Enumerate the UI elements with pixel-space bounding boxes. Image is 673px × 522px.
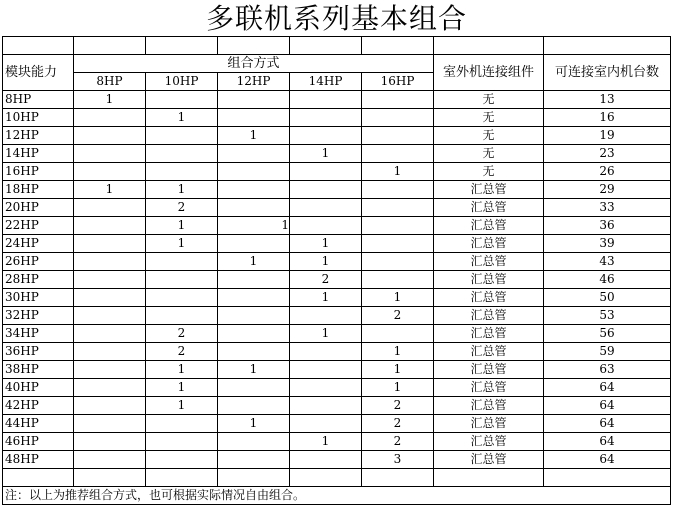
header-sub-10hp[interactable]: 10HP: [146, 73, 218, 91]
cell-qty-8hp[interactable]: [74, 343, 146, 361]
cell-module-capacity[interactable]: 28HP: [3, 271, 74, 289]
cell-qty-14hp[interactable]: 1: [290, 289, 362, 307]
cell-qty-16hp[interactable]: 1: [362, 379, 434, 397]
cell-qty-16hp[interactable]: [362, 325, 434, 343]
cell-qty-8hp[interactable]: [74, 145, 146, 163]
cell-qty-16hp[interactable]: 2: [362, 415, 434, 433]
cell[interactable]: [3, 469, 74, 487]
cell[interactable]: [146, 37, 218, 55]
cell-qty-14hp[interactable]: 1: [290, 253, 362, 271]
cell-qty-16hp[interactable]: 1: [362, 163, 434, 181]
cell-outdoor-connector[interactable]: 汇总管: [434, 217, 544, 235]
cell-qty-8hp[interactable]: [74, 289, 146, 307]
cell-qty-14hp[interactable]: 1: [290, 145, 362, 163]
cell-max-indoor[interactable]: 59: [544, 343, 671, 361]
cell-outdoor-connector[interactable]: 汇总管: [434, 361, 544, 379]
cell[interactable]: [74, 469, 146, 487]
cell-qty-12hp[interactable]: [218, 163, 290, 181]
header-combination-method[interactable]: 组合方式: [74, 55, 434, 73]
cell-qty-12hp[interactable]: [218, 343, 290, 361]
cell-qty-8hp[interactable]: [74, 307, 146, 325]
table-row: [3, 451, 671, 469]
cell-qty-12hp[interactable]: [218, 307, 290, 325]
cell[interactable]: [362, 37, 434, 55]
cell[interactable]: [434, 37, 544, 55]
cell-outdoor-connector[interactable]: 汇总管: [434, 397, 544, 415]
cell-qty-14hp[interactable]: 2: [290, 271, 362, 289]
cell-max-indoor[interactable]: 50: [544, 289, 671, 307]
blank-top-row: [3, 37, 671, 55]
cell-qty-8hp[interactable]: [74, 451, 146, 469]
cell-outdoor-connector[interactable]: 无: [434, 127, 544, 145]
cell-qty-10hp[interactable]: 1: [146, 397, 218, 415]
cell-max-indoor[interactable]: 64: [544, 397, 671, 415]
cell-outdoor-connector[interactable]: 汇总管: [434, 307, 544, 325]
cell-qty-8hp[interactable]: 1: [74, 91, 146, 109]
cell[interactable]: [3, 37, 74, 55]
cell-outdoor-connector[interactable]: 汇总管: [434, 343, 544, 361]
cell-qty-10hp[interactable]: 2: [146, 343, 218, 361]
cell-qty-14hp[interactable]: [290, 343, 362, 361]
table-row: [3, 199, 671, 217]
table-row: [3, 109, 671, 127]
cell-max-indoor[interactable]: 43: [544, 253, 671, 271]
cell-qty-12hp[interactable]: [218, 109, 290, 127]
cell-qty-12hp[interactable]: [218, 379, 290, 397]
cell-outdoor-connector[interactable]: 汇总管: [434, 289, 544, 307]
cell-qty-10hp[interactable]: 1: [146, 181, 218, 199]
cell-qty-12hp[interactable]: [218, 289, 290, 307]
cell-outdoor-connector[interactable]: 无: [434, 109, 544, 127]
cell-qty-14hp[interactable]: [290, 163, 362, 181]
note-text[interactable]: 注：以上为推荐组合方式，也可根据实际情况自由组合。: [3, 487, 671, 505]
cell-qty-16hp[interactable]: 2: [362, 397, 434, 415]
cell-qty-14hp[interactable]: [290, 181, 362, 199]
cell-qty-10hp[interactable]: 1: [146, 361, 218, 379]
cell-qty-12hp[interactable]: [218, 145, 290, 163]
cell-qty-14hp[interactable]: [290, 199, 362, 217]
header-max-indoor[interactable]: 可连接室内机台数: [544, 55, 671, 91]
cell-qty-14hp[interactable]: [290, 91, 362, 109]
table-row: [3, 361, 671, 379]
cell-qty-12hp[interactable]: [218, 199, 290, 217]
cell-qty-10hp[interactable]: 2: [146, 199, 218, 217]
cell-qty-16hp[interactable]: 2: [362, 433, 434, 451]
cell-qty-8hp[interactable]: [74, 415, 146, 433]
cell-qty-16hp[interactable]: 1: [362, 343, 434, 361]
cell-qty-8hp[interactable]: [74, 235, 146, 253]
cell-module-capacity[interactable]: 10HP: [3, 109, 74, 127]
cell-outdoor-connector[interactable]: 汇总管: [434, 253, 544, 271]
sheet-title: 多联机系列基本组合: [205, 2, 467, 35]
cell-max-indoor[interactable]: 56: [544, 325, 671, 343]
cell-qty-10hp[interactable]: [146, 289, 218, 307]
cell[interactable]: [290, 37, 362, 55]
cell-qty-16hp[interactable]: 2: [362, 307, 434, 325]
cell-max-indoor[interactable]: 64: [544, 451, 671, 469]
cell-qty-8hp[interactable]: [74, 271, 146, 289]
table-row: [3, 289, 671, 307]
cell-qty-12hp[interactable]: [218, 433, 290, 451]
blank-row: [3, 469, 671, 487]
cell-qty-12hp[interactable]: [218, 451, 290, 469]
cell-qty-12hp[interactable]: 1: [218, 127, 290, 145]
table-row: [3, 433, 671, 451]
header-row-main: [3, 55, 671, 73]
cell-qty-10hp[interactable]: [146, 91, 218, 109]
cell[interactable]: [544, 37, 671, 55]
cell-module-capacity[interactable]: 48HP: [3, 451, 74, 469]
cell-qty-16hp[interactable]: [362, 109, 434, 127]
cell-qty-16hp[interactable]: [362, 235, 434, 253]
cell-qty-14hp[interactable]: 1: [290, 433, 362, 451]
cell-module-capacity[interactable]: 20HP: [3, 199, 74, 217]
cell-qty-14hp[interactable]: [290, 451, 362, 469]
cell-max-indoor[interactable]: 53: [544, 307, 671, 325]
cell-qty-16hp[interactable]: [362, 253, 434, 271]
table-row: [3, 91, 671, 109]
cell-max-indoor[interactable]: 36: [544, 217, 671, 235]
cell-module-capacity[interactable]: 12HP: [3, 127, 74, 145]
cell-module-capacity[interactable]: 22HP: [3, 217, 74, 235]
cell[interactable]: [434, 469, 544, 487]
header-sub-12hp[interactable]: 12HP: [218, 73, 290, 91]
cell-outdoor-connector[interactable]: 汇总管: [434, 415, 544, 433]
cell-qty-10hp[interactable]: [146, 163, 218, 181]
table-row: [3, 379, 671, 397]
header-sub-16hp[interactable]: 16HP: [362, 73, 434, 91]
cell-qty-16hp[interactable]: [362, 145, 434, 163]
header-sub-8hp[interactable]: 8HP: [74, 73, 146, 91]
cell-qty-10hp[interactable]: [146, 271, 218, 289]
cell-outdoor-connector[interactable]: 无: [434, 163, 544, 181]
cell-max-indoor[interactable]: 46: [544, 271, 671, 289]
cell-module-capacity[interactable]: 42HP: [3, 397, 74, 415]
cell-qty-12hp[interactable]: 1: [218, 217, 290, 235]
cell-qty-10hp[interactable]: [146, 253, 218, 271]
cell-outdoor-connector[interactable]: 无: [434, 91, 544, 109]
note-row: [3, 487, 671, 505]
cell-qty-16hp[interactable]: [362, 217, 434, 235]
cell-module-capacity[interactable]: 44HP: [3, 415, 74, 433]
cell-qty-12hp[interactable]: [218, 235, 290, 253]
cell-module-capacity[interactable]: 16HP: [3, 163, 74, 181]
cell-qty-14hp[interactable]: [290, 127, 362, 145]
cell[interactable]: [74, 37, 146, 55]
cell-qty-14hp[interactable]: [290, 397, 362, 415]
table-row: [3, 271, 671, 289]
cell-qty-10hp[interactable]: [146, 145, 218, 163]
cell-qty-8hp[interactable]: [74, 397, 146, 415]
cell-qty-16hp[interactable]: [362, 271, 434, 289]
cell[interactable]: [362, 469, 434, 487]
cell[interactable]: [146, 469, 218, 487]
cell-qty-12hp[interactable]: [218, 397, 290, 415]
combination-table: [2, 36, 671, 505]
header-sub-14hp[interactable]: 14HP: [290, 73, 362, 91]
cell-qty-16hp[interactable]: 1: [362, 289, 434, 307]
table-row: [3, 325, 671, 343]
cell-max-indoor[interactable]: 64: [544, 433, 671, 451]
cell-qty-14hp[interactable]: 1: [290, 235, 362, 253]
cell[interactable]: [290, 469, 362, 487]
header-module-capacity[interactable]: 模块能力: [3, 55, 74, 91]
table-row: [3, 307, 671, 325]
cell-outdoor-connector[interactable]: 汇总管: [434, 433, 544, 451]
cell-qty-8hp[interactable]: [74, 163, 146, 181]
cell-max-indoor[interactable]: 13: [544, 91, 671, 109]
cell-outdoor-connector[interactable]: 无: [434, 145, 544, 163]
table-row: [3, 145, 671, 163]
cell-qty-8hp[interactable]: 1: [74, 181, 146, 199]
cell-module-capacity[interactable]: 14HP: [3, 145, 74, 163]
cell-qty-16hp[interactable]: [362, 127, 434, 145]
cell-qty-16hp[interactable]: [362, 181, 434, 199]
cell-module-capacity[interactable]: 32HP: [3, 307, 74, 325]
cell[interactable]: [218, 469, 290, 487]
cell-max-indoor[interactable]: 19: [544, 127, 671, 145]
cell-qty-14hp[interactable]: [290, 379, 362, 397]
cell-qty-10hp[interactable]: [146, 127, 218, 145]
table-row: [3, 181, 671, 199]
cell-qty-12hp[interactable]: [218, 91, 290, 109]
cell-outdoor-connector[interactable]: 汇总管: [434, 379, 544, 397]
cell-module-capacity[interactable]: 38HP: [3, 361, 74, 379]
cell-qty-10hp[interactable]: 1: [146, 217, 218, 235]
cell-qty-12hp[interactable]: 1: [218, 415, 290, 433]
cell-outdoor-connector[interactable]: 汇总管: [434, 235, 544, 253]
cell-qty-8hp[interactable]: [74, 217, 146, 235]
cell-qty-10hp[interactable]: 1: [146, 379, 218, 397]
cell-max-indoor[interactable]: 33: [544, 199, 671, 217]
cell-qty-14hp[interactable]: [290, 109, 362, 127]
table-row: [3, 127, 671, 145]
cell-qty-8hp[interactable]: [74, 199, 146, 217]
cell-module-capacity[interactable]: 40HP: [3, 379, 74, 397]
table-row: [3, 397, 671, 415]
cell-qty-16hp[interactable]: [362, 91, 434, 109]
cell-qty-12hp[interactable]: [218, 325, 290, 343]
cell-qty-14hp[interactable]: 1: [290, 325, 362, 343]
cell-qty-8hp[interactable]: [74, 379, 146, 397]
cell-qty-12hp[interactable]: 1: [218, 361, 290, 379]
table-row: [3, 163, 671, 181]
cell-max-indoor[interactable]: 23: [544, 145, 671, 163]
cell-qty-14hp[interactable]: [290, 217, 362, 235]
cell-qty-8hp[interactable]: [74, 127, 146, 145]
cell-max-indoor[interactable]: 29: [544, 181, 671, 199]
table-row: [3, 415, 671, 433]
cell-outdoor-connector[interactable]: 汇总管: [434, 271, 544, 289]
cell-module-capacity[interactable]: 24HP: [3, 235, 74, 253]
cell-qty-8hp[interactable]: [74, 361, 146, 379]
table-row: [3, 343, 671, 361]
cell-qty-14hp[interactable]: [290, 361, 362, 379]
cell[interactable]: [544, 469, 671, 487]
header-outdoor-connector[interactable]: 室外机连接组件: [434, 55, 544, 91]
cell-qty-14hp[interactable]: [290, 307, 362, 325]
cell-qty-16hp[interactable]: [362, 199, 434, 217]
cell-module-capacity[interactable]: 26HP: [3, 253, 74, 271]
cell-qty-10hp[interactable]: [146, 415, 218, 433]
cell-qty-10hp[interactable]: [146, 433, 218, 451]
cell-outdoor-connector[interactable]: 汇总管: [434, 199, 544, 217]
cell-qty-16hp[interactable]: 3: [362, 451, 434, 469]
cell-module-capacity[interactable]: 8HP: [3, 91, 74, 109]
cell-qty-10hp[interactable]: [146, 307, 218, 325]
cell-module-capacity[interactable]: 18HP: [3, 181, 74, 199]
cell-qty-8hp[interactable]: [74, 433, 146, 451]
cell-qty-14hp[interactable]: [290, 415, 362, 433]
cell-qty-12hp[interactable]: 1: [218, 253, 290, 271]
cell-qty-10hp[interactable]: 2: [146, 325, 218, 343]
cell-outdoor-connector[interactable]: 汇总管: [434, 181, 544, 199]
table-row: [3, 217, 671, 235]
cell-module-capacity[interactable]: 30HP: [3, 289, 74, 307]
cell-outdoor-connector[interactable]: 汇总管: [434, 451, 544, 469]
cell-outdoor-connector[interactable]: 汇总管: [434, 325, 544, 343]
cell-qty-10hp[interactable]: 1: [146, 109, 218, 127]
cell-qty-8hp[interactable]: [74, 109, 146, 127]
table-row: [3, 235, 671, 253]
cell-max-indoor[interactable]: 39: [544, 235, 671, 253]
cell-qty-8hp[interactable]: [74, 325, 146, 343]
cell[interactable]: [218, 37, 290, 55]
cell-max-indoor[interactable]: 63: [544, 361, 671, 379]
table-row: [3, 253, 671, 271]
cell-max-indoor[interactable]: 64: [544, 415, 671, 433]
cell-qty-10hp[interactable]: [146, 451, 218, 469]
cell-module-capacity[interactable]: 36HP: [3, 343, 74, 361]
cell-max-indoor[interactable]: 64: [544, 379, 671, 397]
cell-module-capacity[interactable]: 34HP: [3, 325, 74, 343]
cell-qty-12hp[interactable]: [218, 181, 290, 199]
cell-max-indoor[interactable]: 16: [544, 109, 671, 127]
cell-qty-16hp[interactable]: 1: [362, 361, 434, 379]
cell-module-capacity[interactable]: 46HP: [3, 433, 74, 451]
cell-qty-8hp[interactable]: [74, 253, 146, 271]
cell-qty-10hp[interactable]: 1: [146, 235, 218, 253]
cell-max-indoor[interactable]: 26: [544, 163, 671, 181]
cell-qty-12hp[interactable]: [218, 271, 290, 289]
